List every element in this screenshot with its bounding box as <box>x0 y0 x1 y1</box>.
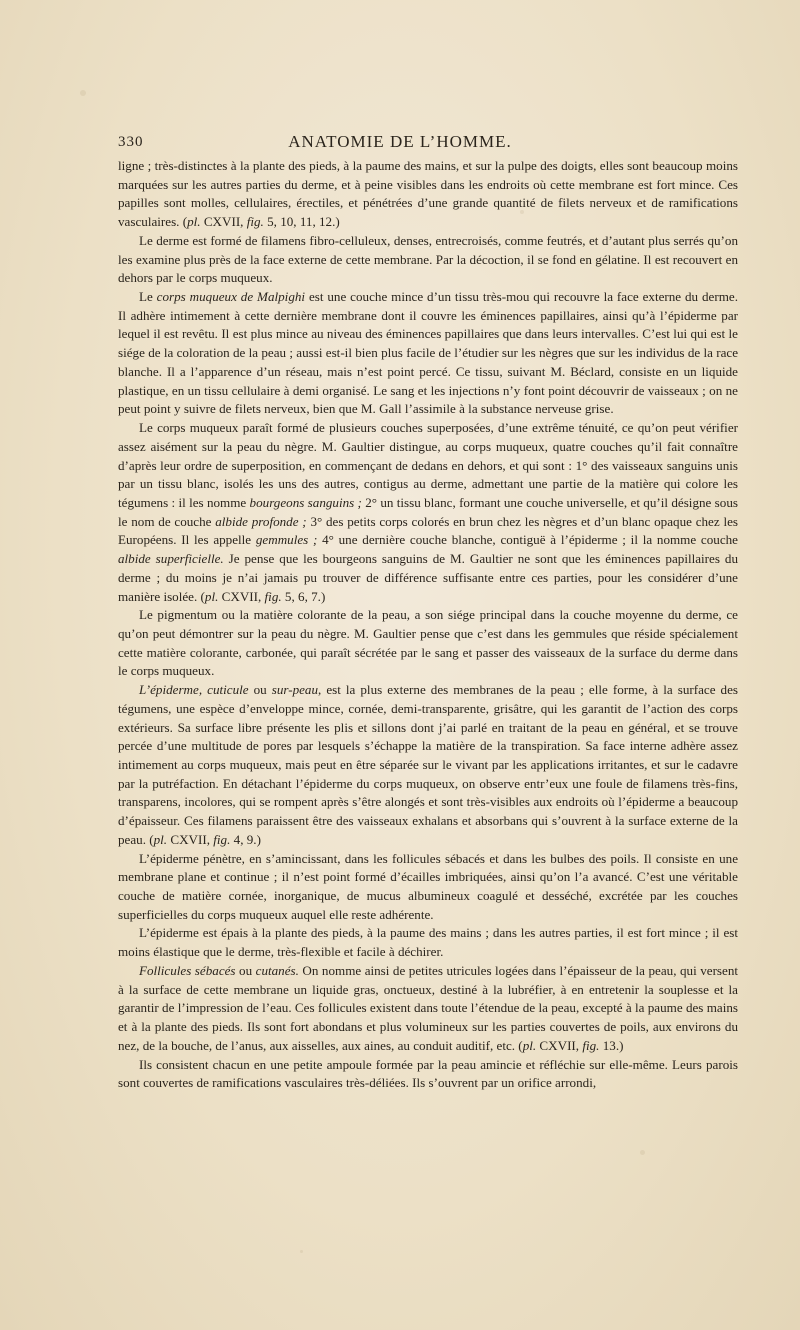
paragraph <box>118 681 738 849</box>
text-run: 3° des petits corps colorés en brun chez les nègres et d’un blanc opaque chez les Européens. Il les appelle <box>118 513 738 548</box>
text-run: CXVII, <box>167 831 214 847</box>
text-run: ou <box>248 682 272 698</box>
page-number: 330 <box>118 134 144 150</box>
text-run: 2° un tissu blanc, formant une couche universelle, et qu’il désigne sous le nom de couche <box>118 494 738 529</box>
text-run: 4° une dernière couche blanche, contiguë à l’épiderme ; il la nomme couche <box>317 532 738 548</box>
text-run: Je pense que les bourgeons sanguins de M. Gaultier ne sont que les éminences papillaires du derme ; du moins je n’ai jamais pu trouver de différence suffisante entre ces parties, pour les considérer d’une manière isolée. ( <box>118 551 738 604</box>
text-run: L’épiderme est épais à la plante des pieds, à la paume des mains ; dans les autres parties, il est fort mince ; il est moins élastique que le derme, très-flexible et facile à déchirer. <box>118 925 738 960</box>
text-run: ligne ; très-distinctes à la plante des pieds, à la paume des mains, et sur la pulpe des doigts, elles sont beaucoup moins marquées sur les autres parties du derme, et à peine visibles dans les endroits où cette membrane est fort mince. Ces papilles sont molles, cellulaires, érectiles, et pénétrées d’une grande quantité de filets nerveux et de ramifications vasculaires. ( <box>118 158 738 230</box>
italic-text: cutanés. <box>255 962 299 978</box>
text-run: Le <box>138 289 157 305</box>
italic-text: fig. <box>264 588 282 604</box>
italic-text: Follicules sébacés <box>138 962 236 978</box>
italic-text: fig. <box>213 831 231 847</box>
text-run: , est la plus externe des membranes de la peau ; elle forme, à la surface des tégumens, une espèce d’enveloppe mince, cornée, demi-transparente, grisâtre, qui les garantit de l’action des corps extérieurs. Sa surface libre présente les plis et sillons dont j’ai parlé en traitant de la peau en général, et se trouve percée d’une multitude de pores par lesquels s’échappe la matière de la transpiration. Sa face interne adhère assez intimement au corps muqueux, mais peut en être séparée sur le vivant par les applications irritantes, et sur le cadavre par la putréfaction. En détachant l’épiderme du corps muqueux, on observe entr’eux une foule de filamens très-fins, transparens, incolores, qui se rompent après s’être alongés et sont très-visibles aux endroits où l’épiderme a beaucoup d’épaisseur. Ces filamens paraissent être des vaisseaux exhalans et absorbans qui s’ouvrent à la surface externe de la peau. ( <box>118 682 739 847</box>
text-run: est une couche mince d’un tissu très-mou qui recouvre la face externe du derme. Il adhère intimement à cette dernière membrane dont il couvre les éminences papillaires, ainsi qu’à l’épiderme par lequel il est revêtu. Il est plus mince au niveau des éminences papillaires que dans leurs intervalles. C’est lui qui est le siége de la coloration de la peau ; aussi est-il bien plus facile de l’étudier sur les nègres que sur les individus de la race blanche. Il a l’apparence d’un réseau, mais n’est point percé. Ce tissu, suivant M. Béclard, consiste en un liquide plastique, en un tissu cellulaire à demi organisé. Le sang et les injections n’y font point découvrir de vaisseaux ; on ne peut point y suivre de filets nerveux, bien que M. Gall l’assimile à la substance nerveuse grise. <box>118 289 738 417</box>
text-run: 13.) <box>599 1037 624 1053</box>
text-run: Ils consistent chacun en une petite ampoule formée par la peau amincie et réfléchie sur elle-même. Leurs parois sont couvertes de ramifications vasculaires très-déliées. Ils s’ouvrent par un orifice arrondi, <box>118 1056 738 1091</box>
text-run: CXVII, <box>218 588 265 604</box>
italic-text: fig. <box>582 1037 600 1053</box>
italic-text: bourgeons sanguins ; <box>249 494 362 510</box>
paragraph <box>118 288 738 419</box>
paragraph <box>118 924 738 961</box>
italic-text: gemmules ; <box>255 532 318 548</box>
body-text <box>118 157 738 1093</box>
italic-text: fig. <box>246 214 264 230</box>
text-run: 4, 9.) <box>230 831 261 847</box>
italic-text: pl. <box>187 214 201 230</box>
text-run: Le pigmentum ou la matière colorante de la peau, a son siége principal dans la couche moyenne du derme, ce qu’on peut démontrer sur la peau du nègre. M. Gaultier pense que c’est dans les gemmules que réside spécialement cette matière colorante, carbonée, qui paraît sécrétée par le sang et passer des vaisseaux de la surface du derme dans le corps muqueux. <box>118 607 738 679</box>
italic-text: albide profonde ; <box>215 513 307 529</box>
italic-text: pl. <box>522 1037 537 1053</box>
text-run: Le corps muqueux paraît formé de plusieurs couches superposées, d’une extrême ténuité, ce qu’on peut vérifier assez aisément sur la peau du nègre. M. Gaultier distingue, au corps muqueux, quatre couches qu’il fait connaître d’après leur ordre de superposition, en commençant de dedans en dehors, et qui sont : 1° des vaisseaux sanguins unis par un tissu blanc, isolés les uns des autres, contigus au derme, admettant une partie de la matière qui colore les tégumens : il les nomme <box>118 420 738 510</box>
paragraph <box>118 1056 738 1093</box>
paragraph <box>118 606 738 681</box>
text-run: On nomme ainsi de petites utricules logées dans l’épaisseur de la peau, qui versent à la surface de cette membrane un liquide gras, onctueux, destiné à la lubréfier, à en entretenir la souplesse et la garantir de l’impression de l’eau. Ces follicules existent dans toute l’étendue de la peau, excepté à la paume des mains et à la plante des pieds. Ils sont fort abondans et plus volumineux sur les parties couvertes de poils, aux environs du nez, de la bouche, de l’anus, aux aisselles, aux aines, au conduit auditif, etc. ( <box>118 962 739 1053</box>
paragraph <box>118 157 738 232</box>
italic-text: pl. <box>204 588 219 604</box>
text-run: 5, 10, 11, 12.) <box>263 214 340 230</box>
text-run: 5, 6, 7.) <box>281 588 326 604</box>
italic-text: pl. <box>153 831 168 847</box>
italic-text: corps muqueux de Malpighi <box>156 289 306 305</box>
italic-text: L’épiderme, cuticule <box>138 682 249 698</box>
italic-text: albide superficielle. <box>118 551 224 567</box>
text-run: ou <box>235 962 256 978</box>
italic-text: sur-peau <box>271 682 319 698</box>
paragraph <box>118 419 738 606</box>
paragraph <box>118 850 738 925</box>
running-title: ANATOMIE DE L’HOMME. <box>288 132 512 151</box>
paragraph <box>118 962 738 1056</box>
text-run: L’épiderme pénètre, en s’amincissant, dans les follicules sébacés et dans les bulbes des poils. Il consiste en une membrane plane et continue ; il n’est point formé d’écailles imbriquées, ainsi qu’on l’a avancé. C’est une véritable couche de matière cornée, inorganique, de mucus albumineux coagulé et desséché, excrétée par les couches superficielles du corps muqueux auquel elle reste adhérente. <box>118 850 738 922</box>
text-run: CXVII, <box>200 214 247 230</box>
text-run: CXVII, <box>536 1037 583 1053</box>
text-run: Le derme est formé de filamens fibro-celluleux, denses, entrecroisés, comme feutrés, et d’autant plus serrés qu’on les examine plus près de la face externe de cette membrane. Par la décoction, il se fond en gélatine. Il est recouvert en dehors par le corps muqueux. <box>118 232 738 286</box>
paragraph <box>118 232 738 288</box>
